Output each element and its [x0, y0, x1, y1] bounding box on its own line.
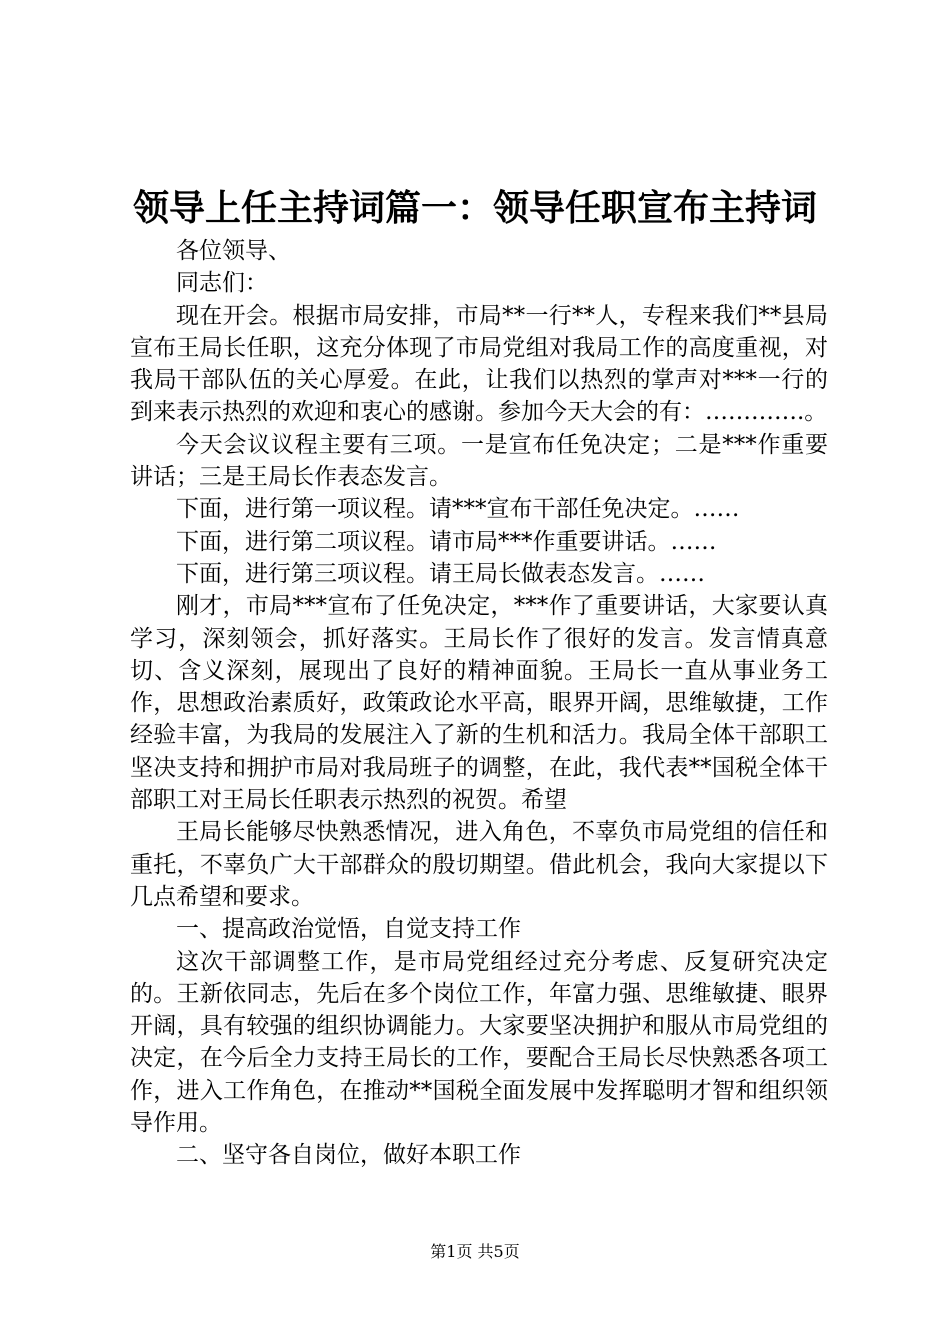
document-body: [130, 235, 828, 1172]
paragraph: 王局长能够尽快熟悉情况，进入角色，不辜负市局党组的信任和重托，不辜负广大干部群众的殷切期望。借此机会，我向大家提以下几点希望和要求。: [130, 819, 828, 910]
paragraph: 今天会议议程主要有三项。一是宣布任免决定；二是***作重要讲话；三是王局长作表态发言。: [130, 431, 828, 491]
section-heading: 二、坚守各自岗位，做好本职工作: [176, 1142, 521, 1169]
paragraph: 下面，进行第一项议程。请***宣布干部任免决定。……: [176, 496, 740, 523]
paragraph: 这次干部调整工作，是市局党组经过充分考虑、反复研究决定的。王新依同志，先后在多个岗位工作，年富力强、思维敏捷、眼界开阔，具有较强的组织协调能力。大家要坚决拥护和服从市局党组的决定，在今后全力支持王局长的工作，要配合王局长尽快熟悉各项工作，进入工作角色，在推动**国税全面发展中发挥聪明才智和组织领导作用。: [130, 948, 828, 1137]
document-title: 领导上任主持词篇一：领导任职宣布主持词: [132, 187, 817, 229]
paragraph: 下面，进行第三项议程。请王局长做表态发言。……: [176, 560, 705, 587]
page-footer: 第1页 共5页: [430, 1242, 520, 1261]
paragraph: 刚才，市局***宣布了任免决定，***作了重要讲话，大家要认真学习，深刻领会，抓好落实。王局长作了很好的发言。发言情真意切、含义深刻，展现出了良好的精神面貌。王局长一直从事业务工作，思想政治素质好，政策政论水平高，眼界开阔，思维敏捷，工作经验丰富，为我局的发展注入了新的生机和活力。我局全体干部职工坚决支持和拥护市局对我局班子的调整，在此，我代表**国税全体干部职工对王局长任职表示热烈的祝贺。希望: [130, 593, 828, 814]
paragraph: 现在开会。根据市局安排，市局**一行**人，专程来我们**县局宣布王局长任职，这充分体现了市局党组对我局工作的高度重视，对我局干部队伍的关心厚爱。在此，让我们以热烈的掌声对***一行的到来表示热烈的欢迎和衷心的感谢。参加今天大会的有：………….。: [130, 302, 828, 426]
paragraph: 同志们：: [176, 270, 268, 297]
paragraph: 各位领导、: [176, 238, 291, 264]
paragraph: 下面，进行第二项议程。请市局***作重要讲话。……: [176, 528, 717, 555]
section-heading: 一、提高政治觉悟，自觉支持工作: [176, 916, 521, 943]
